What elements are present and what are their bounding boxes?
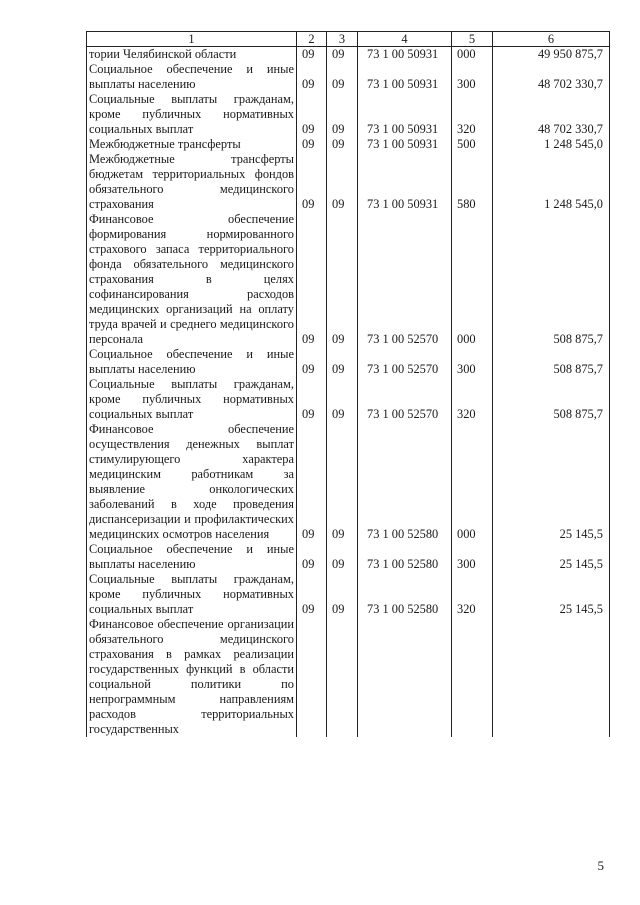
- row-subsection-cell: 09: [327, 422, 358, 542]
- row-expense-type-cell: 300: [452, 347, 493, 377]
- row-subsection-cell: 09: [327, 212, 358, 347]
- table-row: [87, 617, 610, 737]
- row-target-article-cell: 73 1 00 52570: [358, 377, 452, 422]
- row-name-cell: Межбюджетные трансферты: [87, 137, 297, 152]
- row-subsection-cell: 09: [327, 347, 358, 377]
- header-col-4: 4: [358, 32, 452, 47]
- row-amount-cell: 1 248 545,0: [493, 137, 610, 152]
- row-name-cell: Финансовое обеспечение осуществления денежных выплат стимулирующего характера медицинским работникам за выявление онкологических заболеваний в ходе проведения диспансеризации и профилактических медицинских осмотров населения: [87, 422, 297, 542]
- row-subsection-cell: 09: [327, 137, 358, 152]
- row-section-cell: 09: [297, 542, 327, 572]
- row-name-cell: Социальное обеспечение и иные выплаты населению: [87, 62, 297, 92]
- row-section-cell: 09: [297, 62, 327, 92]
- row-name-cell: Социальное обеспечение и иные выплаты населению: [87, 347, 297, 377]
- row-target-article-cell: 73 1 00 50931: [358, 62, 452, 92]
- row-section-cell: 09: [297, 92, 327, 137]
- row-target-article-cell: 73 1 00 50931: [358, 137, 452, 152]
- row-subsection-cell: 09: [327, 47, 358, 63]
- table-row: [87, 347, 610, 377]
- row-section-cell: 09: [297, 422, 327, 542]
- table-row: [87, 422, 610, 542]
- row-subsection-cell: 09: [327, 377, 358, 422]
- table-row: [87, 542, 610, 572]
- row-expense-type-cell: 320: [452, 92, 493, 137]
- row-expense-type-cell: 320: [452, 377, 493, 422]
- row-section-cell: 09: [297, 137, 327, 152]
- header-col-5: 5: [452, 32, 493, 47]
- row-subsection-cell: 09: [327, 572, 358, 617]
- table-row: [87, 212, 610, 347]
- row-section-cell: 09: [297, 377, 327, 422]
- row-subsection-cell: 09: [327, 542, 358, 572]
- row-amount-cell: 508 875,7: [493, 212, 610, 347]
- row-target-article-cell: 73 1 00 50931: [358, 92, 452, 137]
- row-name-cell: Социальные выплаты гражданам, кроме публичных нормативных социальных выплат: [87, 377, 297, 422]
- row-section-cell: [297, 617, 327, 737]
- row-amount-cell: 25 145,5: [493, 542, 610, 572]
- budget-table: [86, 31, 610, 737]
- header-col-6: 6: [493, 32, 610, 47]
- table-body: [87, 47, 610, 738]
- row-expense-type-cell: 500: [452, 137, 493, 152]
- row-expense-type-cell: 000: [452, 47, 493, 63]
- row-section-cell: 09: [297, 572, 327, 617]
- row-target-article-cell: [358, 617, 452, 737]
- row-target-article-cell: 73 1 00 52580: [358, 422, 452, 542]
- table-row: [87, 377, 610, 422]
- row-subsection-cell: 09: [327, 92, 358, 137]
- table-row: [87, 152, 610, 212]
- table-header: [87, 32, 610, 47]
- row-name-cell: Социальное обеспечение и иные выплаты населению: [87, 542, 297, 572]
- row-target-article-cell: 73 1 00 50931: [358, 152, 452, 212]
- row-expense-type-cell: [452, 617, 493, 737]
- row-section-cell: 09: [297, 212, 327, 347]
- row-name-cell: Социальные выплаты гражданам, кроме публичных нормативных социальных выплат: [87, 572, 297, 617]
- row-amount-cell: 1 248 545,0: [493, 152, 610, 212]
- header-row: [87, 32, 610, 47]
- row-section-cell: 09: [297, 47, 327, 63]
- row-amount-cell: 49 950 875,7: [493, 47, 610, 63]
- row-section-cell: 09: [297, 347, 327, 377]
- row-amount-cell: 25 145,5: [493, 422, 610, 542]
- row-name-cell: Межбюджетные трансферты бюджетам территориальных фондов обязательного медицинского страхования: [87, 152, 297, 212]
- row-name-cell: Финансовое обеспечение формирования нормированного страхового запаса территориального фонда обязательного медицинского страхования в целях софинансирования расходов медицинских организаций на оплату труда врачей и среднего медицинского персонала: [87, 212, 297, 347]
- row-amount-cell: 48 702 330,7: [493, 62, 610, 92]
- row-target-article-cell: 73 1 00 52580: [358, 572, 452, 617]
- header-col-1: 1: [87, 32, 297, 47]
- row-target-article-cell: 73 1 00 52570: [358, 212, 452, 347]
- row-subsection-cell: [327, 617, 358, 737]
- row-amount-cell: [493, 617, 610, 737]
- header-col-2: 2: [297, 32, 327, 47]
- page-number: 5: [597, 858, 604, 873]
- row-amount-cell: 508 875,7: [493, 377, 610, 422]
- table-row: [87, 92, 610, 137]
- row-subsection-cell: 09: [327, 62, 358, 92]
- row-name-cell: тории Челябинской области: [87, 47, 297, 63]
- row-target-article-cell: 73 1 00 50931: [358, 47, 452, 63]
- row-target-article-cell: 73 1 00 52580: [358, 542, 452, 572]
- row-expense-type-cell: 300: [452, 62, 493, 92]
- row-expense-type-cell: 000: [452, 212, 493, 347]
- row-section-cell: 09: [297, 152, 327, 212]
- table-row: [87, 47, 610, 63]
- row-amount-cell: 25 145,5: [493, 572, 610, 617]
- table-row: [87, 62, 610, 92]
- row-name-cell: Социальные выплаты гражданам, кроме публичных нормативных социальных выплат: [87, 92, 297, 137]
- row-target-article-cell: 73 1 00 52570: [358, 347, 452, 377]
- table-row: [87, 137, 610, 152]
- table-row: [87, 572, 610, 617]
- row-expense-type-cell: 000: [452, 422, 493, 542]
- row-amount-cell: 508 875,7: [493, 347, 610, 377]
- row-expense-type-cell: 320: [452, 572, 493, 617]
- header-col-3: 3: [327, 32, 358, 47]
- row-expense-type-cell: 580: [452, 152, 493, 212]
- row-amount-cell: 48 702 330,7: [493, 92, 610, 137]
- row-subsection-cell: 09: [327, 152, 358, 212]
- row-expense-type-cell: 300: [452, 542, 493, 572]
- row-name-cell: Финансовое обеспечение организации обязательного медицинского страхования в рамках реализации государственных функций в области социальной политики по непрограммным направлениям расходов территориальных государственных: [87, 617, 297, 737]
